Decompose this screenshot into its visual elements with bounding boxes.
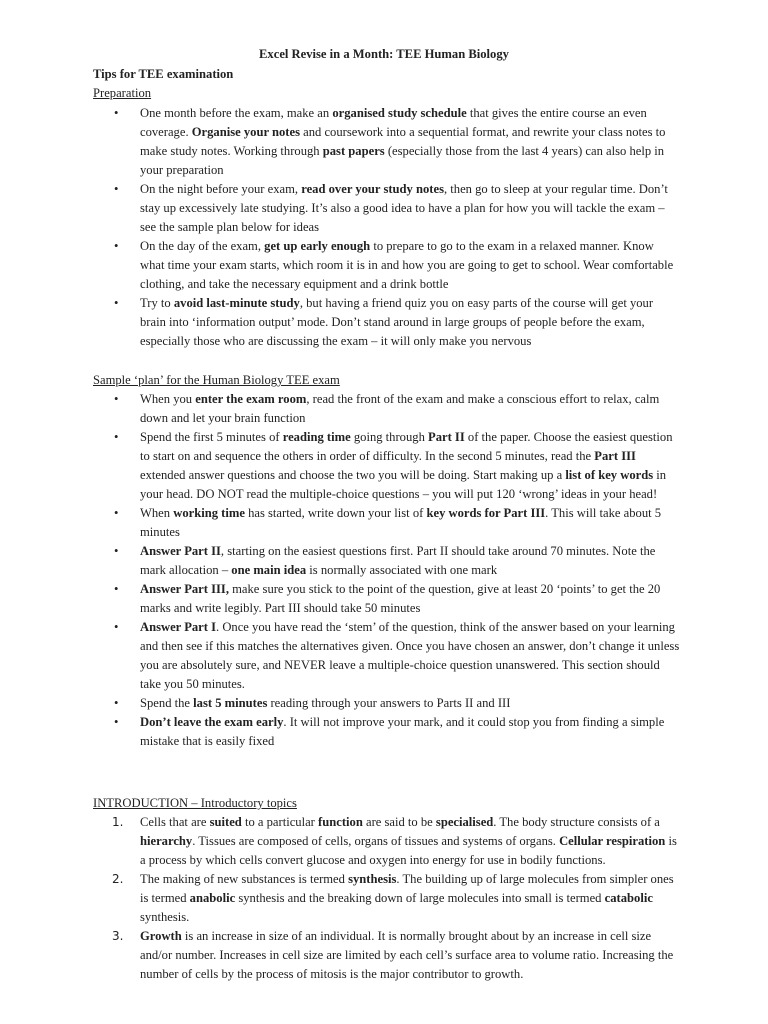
numbered-item <box>93 927 681 984</box>
item-number: 2. <box>112 872 124 886</box>
list-item: • When working time has started, write down your list of key words for Part III. This will take about 5 minutes <box>93 504 681 542</box>
item-text: Cells that are suited to a particular function are said to be specialised. The body structure consists of a hierarchy. Tissues are composed of cells, organs of tissues and systems of organs. Cellular respiration is a process by which cells convert glucose and oxygen into energy for use in bodily functions. <box>140 815 677 867</box>
tips-heading: Tips for TEE examination <box>93 67 234 81</box>
list-item: • Answer Part II, starting on the easiest questions first. Part II should take around 70 minutes. Note the mark allocation – one main idea is normally associated with one mark <box>93 542 681 580</box>
item-number: 3. <box>112 929 124 943</box>
list-item: • Spend the first 5 minutes of reading time going through Part II of the paper. Choose the easiest question to start on and sequence the others in order of difficulty. In the second 5 minutes, read the Part III extended answer questions and choose the two you will be doing. Start making up a list of key words in your head. DO NOT read the multiple-choice questions – you will put 120 ‘wrong’ ideas in your head! <box>93 428 681 504</box>
list-item: • On the day of the exam, get up early enough to prepare to go to the exam in a relaxed manner. Know what time your exam starts, which room it is in and how you are going to get to school. Wear comfortable clothing, and take the necessary equipment and a drink bottle <box>93 237 681 294</box>
plan-heading: Sample ‘plan’ for the Human Biology TEE exam <box>93 373 340 387</box>
numbered-item <box>93 870 681 927</box>
numbered-item <box>93 813 681 870</box>
list-item: • Don’t leave the exam early. It will not improve your mark, and it could stop you from finding a simple mistake that is easily fixed <box>93 713 681 751</box>
introduction-list <box>93 813 681 984</box>
introduction-heading: INTRODUCTION – Introductory topics <box>93 796 297 810</box>
list-item: • Try to avoid last-minute study, but having a friend quiz you on easy parts of the course will get your brain into ‘information output’ mode. Don’t stand around in large groups of people before the exam, especially those who are discussing the exam – it will only make you nervous <box>93 294 681 351</box>
list-item: • Answer Part I. Once you have read the ‘stem’ of the question, think of the answer based on your learning and then see if this matches the alternatives given. Once you have chosen an answer, don’t change it unless you are absolutely sure, and NEVER leave a multiple-choice question unanswered. This section should take you 50 minutes. <box>93 618 681 694</box>
preparation-heading: Preparation <box>93 86 152 100</box>
item-text: The making of new substances is termed synthesis. The building up of large molecules from simpler ones is termed anabolic synthesis and the breaking down of large molecules into small is termed catabolic synthesis. <box>140 872 674 924</box>
plan-list <box>93 390 681 751</box>
list-item: • One month before the exam, make an organised study schedule that gives the entire course an even coverage. Organise your notes and coursework into a sequential format, and rewrite your class notes to make study notes. Working through past papers (especially those from the last 4 years) can also help in your preparation <box>93 104 681 180</box>
preparation-list <box>93 104 681 351</box>
item-text: Growth is an increase in size of an individual. It is normally brought about by an increase in cell size and/or number. Increases in cell size are limited by each cell’s surface area to volume ratio. Increasing the number of cells by the process of mitosis is the major contributor to growth. <box>140 929 674 981</box>
list-item: • When you enter the exam room, read the front of the exam and make a conscious effort to relax, calm down and let your brain function <box>93 390 681 428</box>
list-item: • On the night before your exam, read over your study notes, then go to sleep at your regular time. Don’t stay up excessively late studying. It’s also a good idea to have a plan for how you will tackle the exam – see the sample plan below for ideas <box>93 180 681 237</box>
list-item: • Answer Part III, make sure you stick to the point of the question, give at least 20 ‘points’ to get the 20 marks and write legibly. Part III should take 50 minutes <box>93 580 681 618</box>
item-number: 1. <box>112 815 124 829</box>
list-item: • Spend the last 5 minutes reading through your answers to Parts II and III <box>93 694 681 713</box>
document-title: Excel Revise in a Month: TEE Human Biology <box>259 47 509 61</box>
